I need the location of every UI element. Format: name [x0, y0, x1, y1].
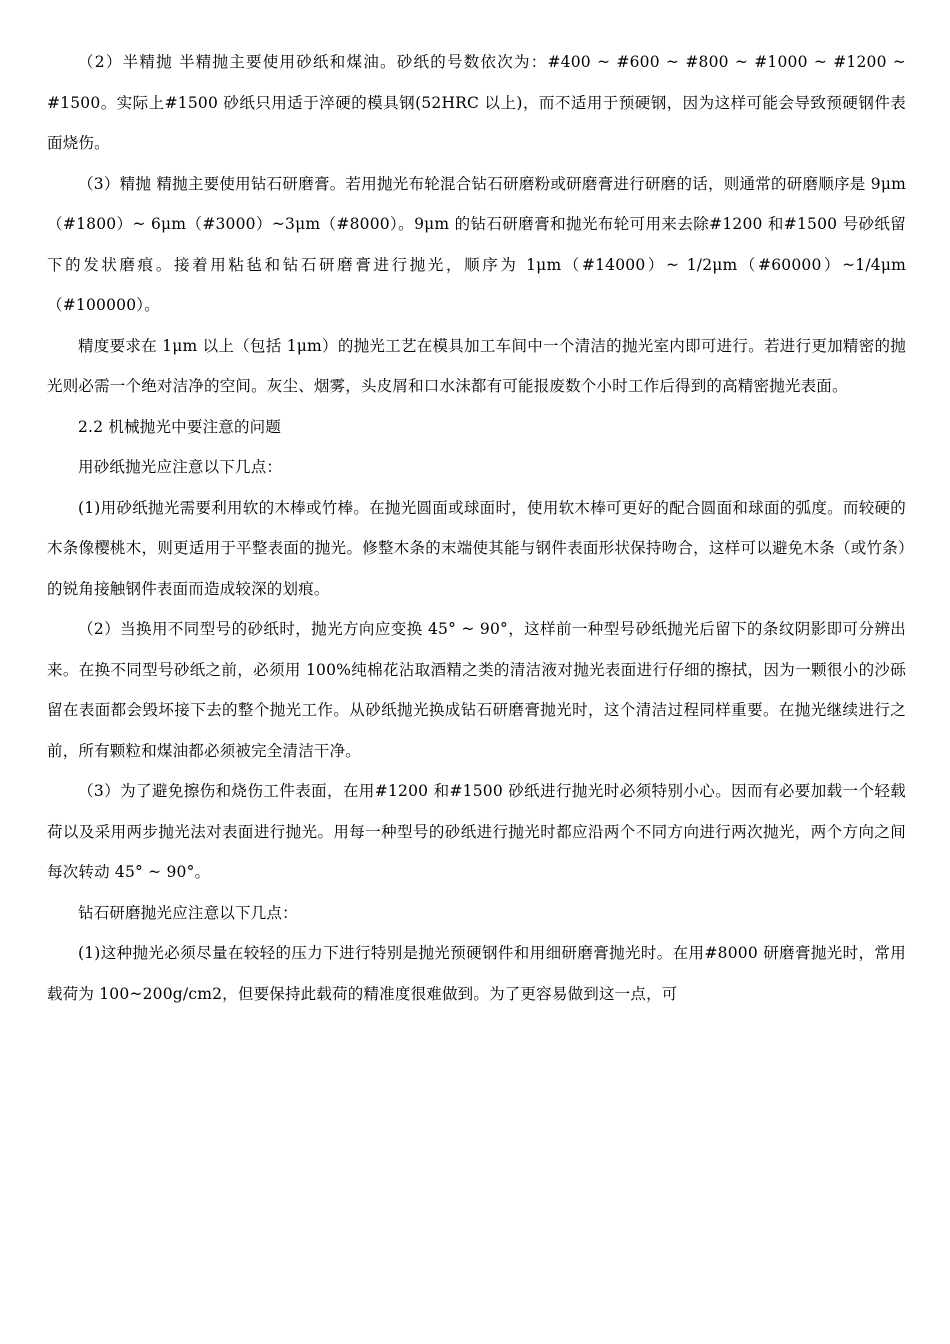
sandpaper-note-1: (1)用砂纸抛光需要利用软的木棒或竹棒。在抛光圆面或球面时，使用软木棒可更好的配合圆面和球面的弧度。而较硬的木条像樱桃木，则更适用于平整表面的抛光。修整木条的末端使其能与钢件表面形状保持吻合，这样可以避免木条（或竹条）的锐角接触钢件表面而造成较深的划痕。 — [47, 498, 906, 598]
document-body — [47, 42, 906, 1014]
sandpaper-notes-intro: 用砂纸抛光应注意以下几点： — [78, 458, 283, 476]
section-heading-2-2: 2.2 机械抛光中要注意的问题 — [78, 417, 282, 436]
paragraph-semi-fine-polishing: （2）半精抛 半精抛主要使用砂纸和煤油。砂纸的号数依次为：#400 ~ #600 ~ #800 ~ #1000 ~ #1200 ~ #1500。实际上#1500 砂纸只用适于淬硬的模具钢(52HRC 以上)，而不适用于预硬钢，因为这样可能会导致预硬钢件表面烧伤。 — [47, 53, 906, 152]
paragraph-clean-room: 精度要求在 1μm 以上（包括 1μm）的抛光工艺在模具加工车间中一个清洁的抛光室内即可进行。若进行更加精密的抛光则必需一个绝对洁净的空间。灰尘、烟雾，头皮屑和口水沫都有可能报废数个小时工作后得到的高精密抛光表面。 — [47, 336, 906, 395]
sandpaper-note-3: （3）为了避免擦伤和烧伤工件表面，在用#1200 和#1500 砂纸进行抛光时必须特别小心。因而有必要加载一个轻载荷以及采用两步抛光法对表面进行抛光。用每一种型号的砂纸进行抛光时都应沿两个不同方向进行两次抛光，两个方向之间每次转动 45° ~ 90°。 — [47, 782, 906, 881]
diamond-notes-intro: 钻石研磨抛光应注意以下几点： — [78, 903, 298, 922]
sandpaper-note-2: （2）当换用不同型号的砂纸时，抛光方向应变换 45° ~ 90°，这样前一种型号砂纸抛光后留下的条纹阴影即可分辨出来。在换不同型号砂纸之前，必须用 100%纯棉花沾取酒精之类的清洁液对抛光表面进行仔细的擦拭，因为一颗很小的沙砾留在表面都会毁坏接下去的整个抛光工作。从砂纸抛光换成钻石研磨膏抛光时，这个清洁过程同样重要。在抛光继续进行之前，所有颗粒和煤油都必须被完全清洁干净。 — [47, 620, 906, 760]
paragraph-fine-polishing: （3）精抛 精抛主要使用钻石研磨膏。若用抛光布轮混合钻石研磨粉或研磨膏进行研磨的话，则通常的研磨顺序是 9μm（#1800）~ 6μm（#3000）~3μm（#8000）。9μm 的钻石研磨膏和抛光布轮可用来去除#1200 和#1500 号砂纸留下的发状磨痕。接着用粘毡和钻石研磨膏进行抛光，顺序为 1μm（#14000）~ 1/2μm（#60000）~1/4μm（#100000）。 — [47, 174, 906, 314]
diamond-note-1: (1)这种抛光必须尽量在较轻的压力下进行特别是抛光预硬钢件和用细研磨膏抛光时。在用#8000 研磨膏抛光时，常用载荷为 100~200g/cm2，但要保持此载荷的精准度很难做到。为了更容易做到这一点，可 — [47, 944, 906, 1003]
